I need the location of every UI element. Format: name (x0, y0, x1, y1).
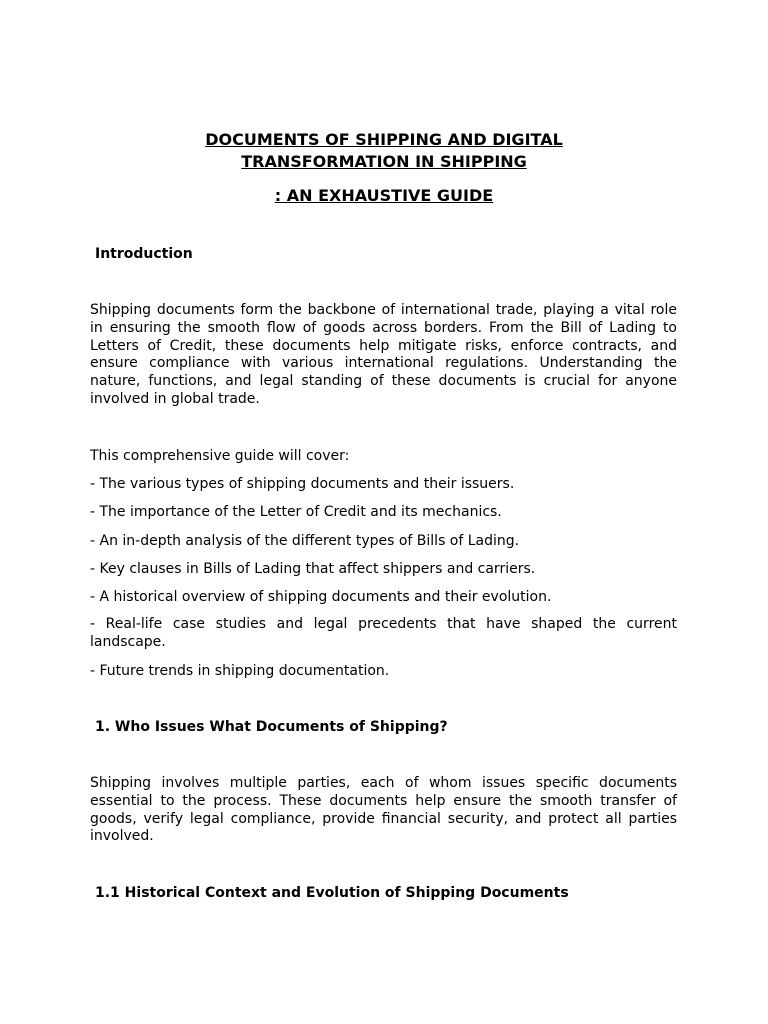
document-subtitle: : AN EXHAUSTIVE GUIDE (274, 186, 494, 205)
document-title-line-1: DOCUMENTS OF SHIPPING AND DIGITAL (205, 130, 563, 149)
section-1-heading: 1. Who Issues What Documents of Shipping? (95, 719, 448, 735)
guide-list-item: - Future trends in shipping documentation. (90, 663, 390, 679)
guide-list-item: - Key clauses in Bills of Lading that affect shippers and carriers. (90, 561, 536, 577)
document-title-line-2: TRANSFORMATION IN SHIPPING (241, 152, 527, 171)
document-title (90, 129, 678, 173)
guide-list-item: - A historical overview of shipping documents and their evolution. (90, 589, 552, 605)
introduction-paragraph: Shipping documents form the backbone of international trade, playing a vital role in ensuring the smooth flow of goods across borders. From the Bill of Lading to Letters of Credit, these documents help mitigate risks, enforce contracts, and ensure compliance with various international regulations. Understanding the nature, functions, and legal standing of these documents is crucial for anyone involved in global trade. (90, 302, 677, 407)
guide-list-item: - An in-depth analysis of the different types of Bills of Lading. (90, 533, 520, 549)
guide-list-item: - The various types of shipping documents and their issuers. (90, 476, 515, 492)
guide-list-item: - The importance of the Letter of Credit and its mechanics. (90, 504, 502, 520)
guide-list-item: - Real-life case studies and legal precedents that have shaped the current landscape. (90, 616, 677, 650)
guide-intro-line: This comprehensive guide will cover: (90, 448, 350, 464)
section-1-paragraph: Shipping involves multiple parties, each of whom issues specific documents essential to the process. These documents help ensure the smooth transfer of goods, verify legal compliance, provide financial security, and protect all parties involved. (90, 775, 677, 845)
introduction-heading: Introduction (95, 246, 193, 262)
section-1-1-heading: 1.1 Historical Context and Evolution of Shipping Documents (95, 885, 569, 901)
